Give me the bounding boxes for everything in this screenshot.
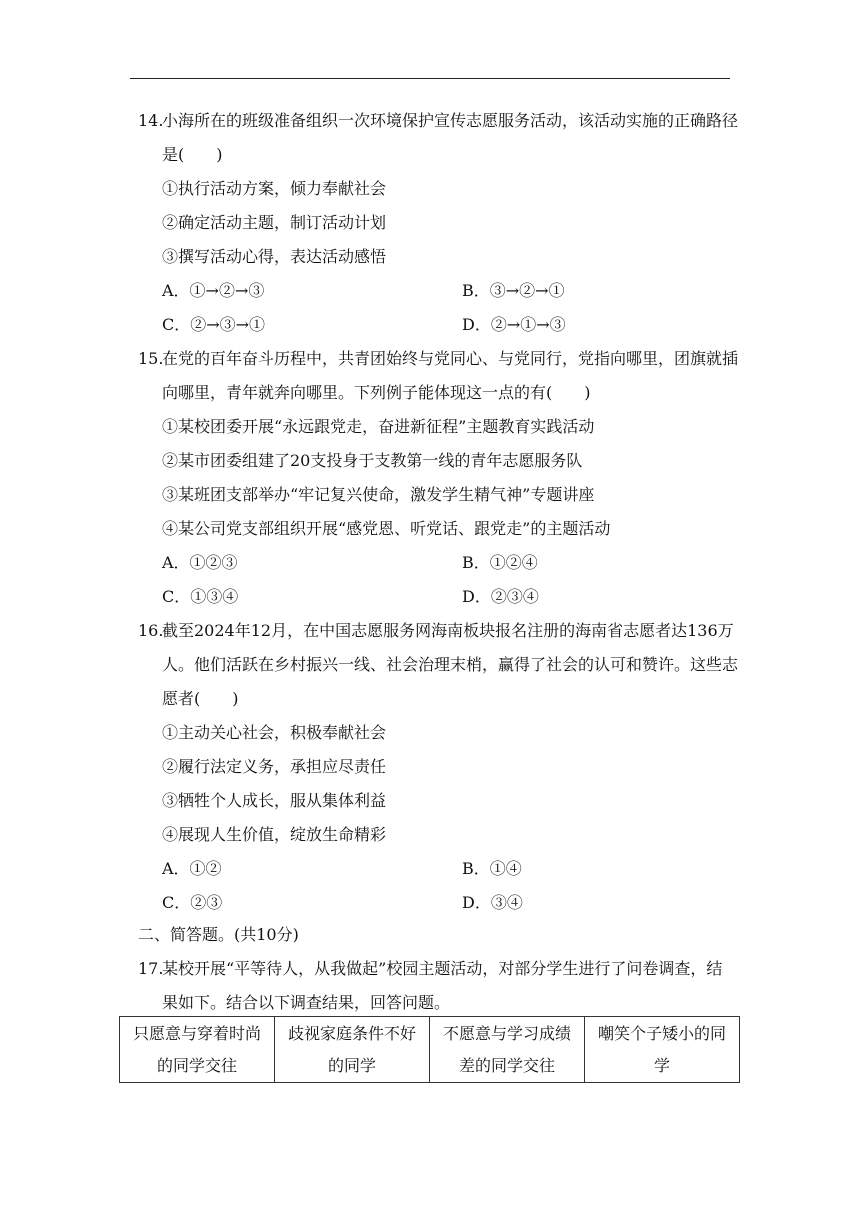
statement: ②某市团委组建了20支投身于支教第一线的青年志愿服务队 <box>162 451 583 470</box>
option-c[interactable]: C．②→③→① <box>162 315 266 334</box>
statement: ①某校团委开展“永远跟党走，奋进新征程”主题教育实践活动 <box>162 417 595 436</box>
options <box>138 852 738 920</box>
question-stem <box>138 104 738 172</box>
question-stem <box>138 614 738 716</box>
option-c[interactable]: C．②③ <box>162 893 223 912</box>
option-b[interactable]: B．①②④ <box>462 553 538 572</box>
statement: ②确定活动主题，制订活动计划 <box>162 213 387 232</box>
option-b[interactable]: B．③→②→① <box>462 281 565 300</box>
table-row <box>120 1017 740 1083</box>
question-14 <box>138 104 738 342</box>
table-cell: 只愿意与穿着时尚的同学交往 <box>120 1017 275 1083</box>
options <box>138 274 738 342</box>
question-stem <box>138 952 738 1020</box>
question-number: 15. <box>138 349 164 368</box>
option-d[interactable]: D．②③④ <box>462 587 539 606</box>
question-number: 17. <box>138 959 164 978</box>
statement: ④某公司党支部组织开展“感党恩、听党话、跟党走”的主题活动 <box>162 519 611 538</box>
question-text: 小海所在的班级准备组织一次环境保护宣传志愿服务活动，该活动实施的正确路径是( ) <box>162 111 739 164</box>
statement: ①主动关心社会，积极奉献社会 <box>162 723 387 742</box>
statement: ③撰写活动心得，表达活动感悟 <box>162 247 387 266</box>
statement: ②履行法定义务，承担应尽责任 <box>162 757 387 776</box>
question-number: 14. <box>138 111 164 130</box>
survey-table <box>119 1016 740 1083</box>
question-number: 16. <box>138 621 164 640</box>
table-cell: 不愿意与学习成绩差的同学交往 <box>430 1017 585 1083</box>
option-a[interactable]: A．①②③ <box>162 553 238 572</box>
option-d[interactable]: D．③④ <box>462 893 523 912</box>
section-heading: 二、简答题。(共10分) <box>138 925 299 944</box>
option-a[interactable]: A．①② <box>162 859 222 878</box>
question-16 <box>138 614 738 920</box>
option-b[interactable]: B．①④ <box>462 859 522 878</box>
question-text: 在党的百年奋斗历程中，共青团始终与党同心、与党同行，党指向哪里，团旗就插向哪里，青年就奔向哪里。下列例子能体现这一点的有( ) <box>162 349 739 402</box>
question-17 <box>138 952 738 1020</box>
statement: ③牺牲个人成长，服从集体利益 <box>162 791 387 810</box>
question-text: 某校开展“平等待人，从我做起”校园主题活动，对部分学生进行了问卷调查，结果如下。结合以下调查结果，回答问题。 <box>162 959 723 1012</box>
options <box>138 546 738 614</box>
statement: ④展现人生价值，绽放生命精彩 <box>162 825 387 844</box>
question-15 <box>138 342 738 614</box>
option-a[interactable]: A．①→②→③ <box>162 281 265 300</box>
header-rule <box>130 78 730 79</box>
question-text: 截至2024年12月，在中国志愿服务网海南板块报名注册的海南省志愿者达136万人。他们活跃在乡村振兴一线、社会治理末梢，赢得了社会的认可和赞许。这些志愿者( ) <box>162 621 739 708</box>
statement: ①执行活动方案，倾力奉献社会 <box>162 179 387 198</box>
table-cell: 歧视家庭条件不好的同学 <box>275 1017 430 1083</box>
statement: ③某班团支部举办“牢记复兴使命，激发学生精气神”专题讲座 <box>162 485 595 504</box>
table-cell: 嘲笑个子矮小的同学 <box>585 1017 740 1083</box>
question-stem <box>138 342 738 410</box>
option-c[interactable]: C．①③④ <box>162 587 239 606</box>
option-d[interactable]: D．②→①→③ <box>462 315 566 334</box>
